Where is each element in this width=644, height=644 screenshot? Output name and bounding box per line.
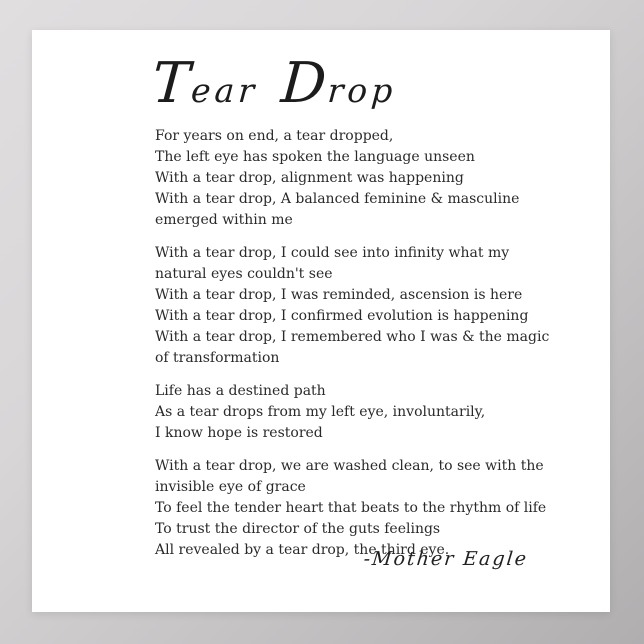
poem-stanza (155, 456, 555, 561)
poem-line: With a tear drop, I remembered who I was & the magic (155, 329, 550, 345)
poem-line: For years on end, a tear dropped, (155, 128, 394, 144)
poem-line: With a tear drop, I was reminded, ascension is here (155, 287, 523, 303)
poem-line: invisible eye of grace (155, 479, 306, 495)
poem-stanza (155, 126, 555, 231)
poster (32, 30, 610, 612)
poem-line: To trust the director of the guts feelings (155, 521, 441, 537)
author-signature: -Mother Eagle (362, 548, 530, 570)
poem-line: of transformation (155, 350, 280, 366)
poem-line: natural eyes couldn't see (155, 266, 333, 282)
poem-line: With a tear drop, we are washed clean, to see with the (155, 458, 544, 474)
poem-line: With a tear drop, I confirmed evolution is happening (155, 308, 529, 324)
poem-line: I know hope is restored (155, 425, 323, 441)
poem-title-word: Tear (150, 51, 260, 116)
poem-body (155, 126, 555, 573)
poem-line: With a tear drop, alignment was happening (155, 170, 464, 186)
poem-stanza (155, 243, 555, 369)
poem-line: The left eye has spoken the language unseen (155, 149, 475, 165)
poem-stanza (155, 381, 555, 444)
poem-line: emerged within me (155, 212, 293, 228)
poem-line: All revealed by a tear drop, the third eye. (155, 542, 450, 558)
poem-line: With a tear drop, A balanced feminine & masculine (155, 191, 520, 207)
poem-title (152, 52, 397, 129)
poem-line: With a tear drop, I could see into infinity what my (155, 245, 510, 261)
poem-line: As a tear drops from my left eye, involuntarily, (155, 404, 486, 420)
poem-line: To feel the tender heart that beats to the rhythm of life (155, 500, 547, 516)
poem-line: Life has a destined path (155, 383, 326, 399)
poem-title-word: Drop (279, 51, 399, 116)
